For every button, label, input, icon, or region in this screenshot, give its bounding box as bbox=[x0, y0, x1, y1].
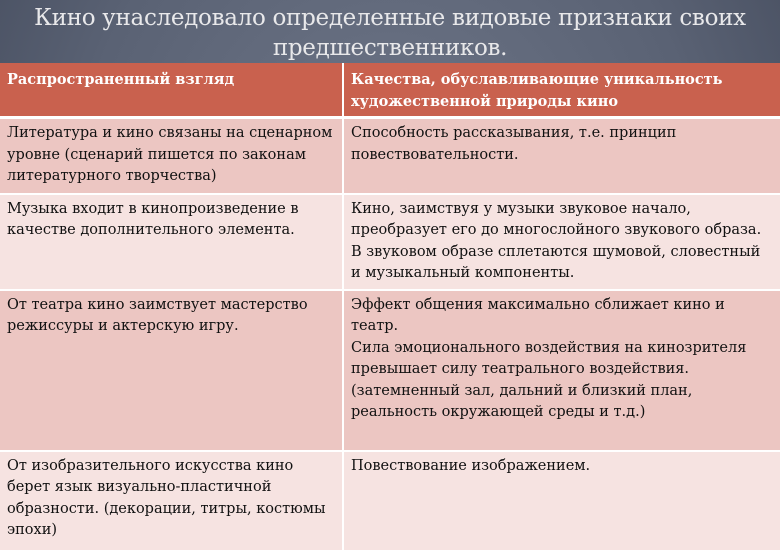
slide-title: Кино унаследовало определенные видовые признаки своих предшественников. bbox=[34, 5, 746, 61]
header-unique-qualities: Качества, обуславливающие уникальность художественной природы кино bbox=[343, 63, 780, 118]
table-row bbox=[0, 194, 780, 290]
table-row bbox=[0, 118, 780, 194]
cell-unique-quality: Повествование изображением. bbox=[343, 451, 780, 551]
comparison-table bbox=[0, 63, 780, 552]
header-common-view: Распространенный взгляд bbox=[0, 63, 343, 118]
table-header-row bbox=[0, 63, 780, 118]
cell-common-view: От изобразительного искусства кино берет язык визуально-пластичной образности. (декорации, титры, костюмы эпохи) bbox=[0, 451, 343, 551]
cell-unique-quality: Эффект общения максимально сближает кино и театр. Сила эмоционального воздействия на кинозрителя превышает силу театрального воздействия. (затемненный зал, дальний и близкий план, реальность окружающей среды и т.д.) bbox=[343, 290, 780, 451]
cell-unique-quality: Способность рассказывания, т.е. принцип повествовательности. bbox=[343, 118, 780, 194]
cell-unique-quality: Кино, заимствуя у музыки звуковое начало, преобразует его до многослойного звукового образа. В звуковом образе сплетаются шумовой, словестный и музыкальный компоненты. bbox=[343, 194, 780, 290]
table-row bbox=[0, 290, 780, 451]
cell-common-view: Музыка входит в кинопроизведение в качестве дополнительного элемента. bbox=[0, 194, 343, 290]
cell-common-view: От театра кино заимствует мастерство режиссуры и актерскую игру. bbox=[0, 290, 343, 451]
cell-common-view: Литература и кино связаны на сценарном уровне (сценарий пишется по законам литературного творчества) bbox=[0, 118, 343, 194]
table-row bbox=[0, 451, 780, 551]
